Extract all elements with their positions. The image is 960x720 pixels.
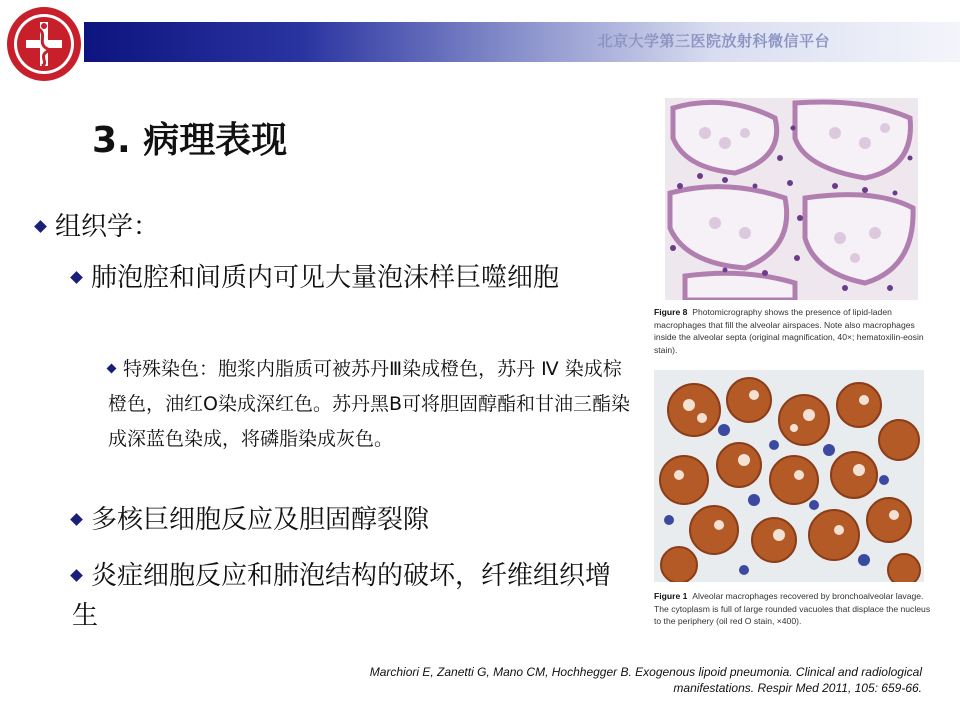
- figure-8-caption: Figure 8 Photomicrography shows the presence of lipid-laden macrophages that fill the alveolar airspaces. Note also macrophages inside the alveolar septa (original magnification, 40×; hematoxilin-eosin stain).: [654, 307, 924, 355]
- bal-macrophage-image: [654, 370, 924, 582]
- reference-citation: [262, 664, 922, 696]
- bullet-diamond-icon: [107, 364, 117, 374]
- bullet-diamond-icon: [70, 513, 83, 526]
- slide-title: 3. 病理表现: [92, 120, 288, 161]
- platform-title: 北京大学第三医院放射科微信平台: [597, 32, 830, 50]
- hospital-emblem-icon: [4, 4, 84, 84]
- bullet-foam-cells: 肺泡腔和间质内可见大量泡沫样巨噬细胞: [72, 258, 612, 298]
- bullet-diamond-icon: [34, 220, 47, 233]
- bullet-special-stain: 特殊染色：胞浆内脂质可被苏丹Ⅲ染成橙色，苏丹 Ⅳ 染成棕橙色，油红O染成深红色。苏丹黑B可将胆固醇酯和甘油三酯染成深蓝色染成，将磷脂染成灰色。: [108, 358, 630, 450]
- figure-1-caption: Figure 1 Alveolar macrophages recovered by bronchoalveolar lavage. The cytoplasm is full of large rounded vacuoles that displace the nucleus to the periphery (oil red O stain, ×400).: [654, 591, 931, 626]
- histology-micrograph-image: [665, 98, 918, 300]
- citation-line-1: Marchiori E, Zanetti G, Mano CM, Hochhegger B. Exogenous lipoid pneumonia. Clinical and radiological: [369, 665, 922, 679]
- bullet-giant-cell: 多核巨细胞反应及胆固醇裂隙: [72, 500, 602, 540]
- citation-line-2: manifestations. Respir Med 2011, 105: 659-66.: [673, 681, 922, 695]
- bullet-diamond-icon: [70, 569, 83, 582]
- bullet-diamond-icon: [70, 271, 83, 284]
- bullet-inflammation: 炎症细胞反应和肺泡结构的破坏，纤维组织增生: [72, 561, 612, 631]
- bullet-histology: 组织学：: [36, 206, 159, 243]
